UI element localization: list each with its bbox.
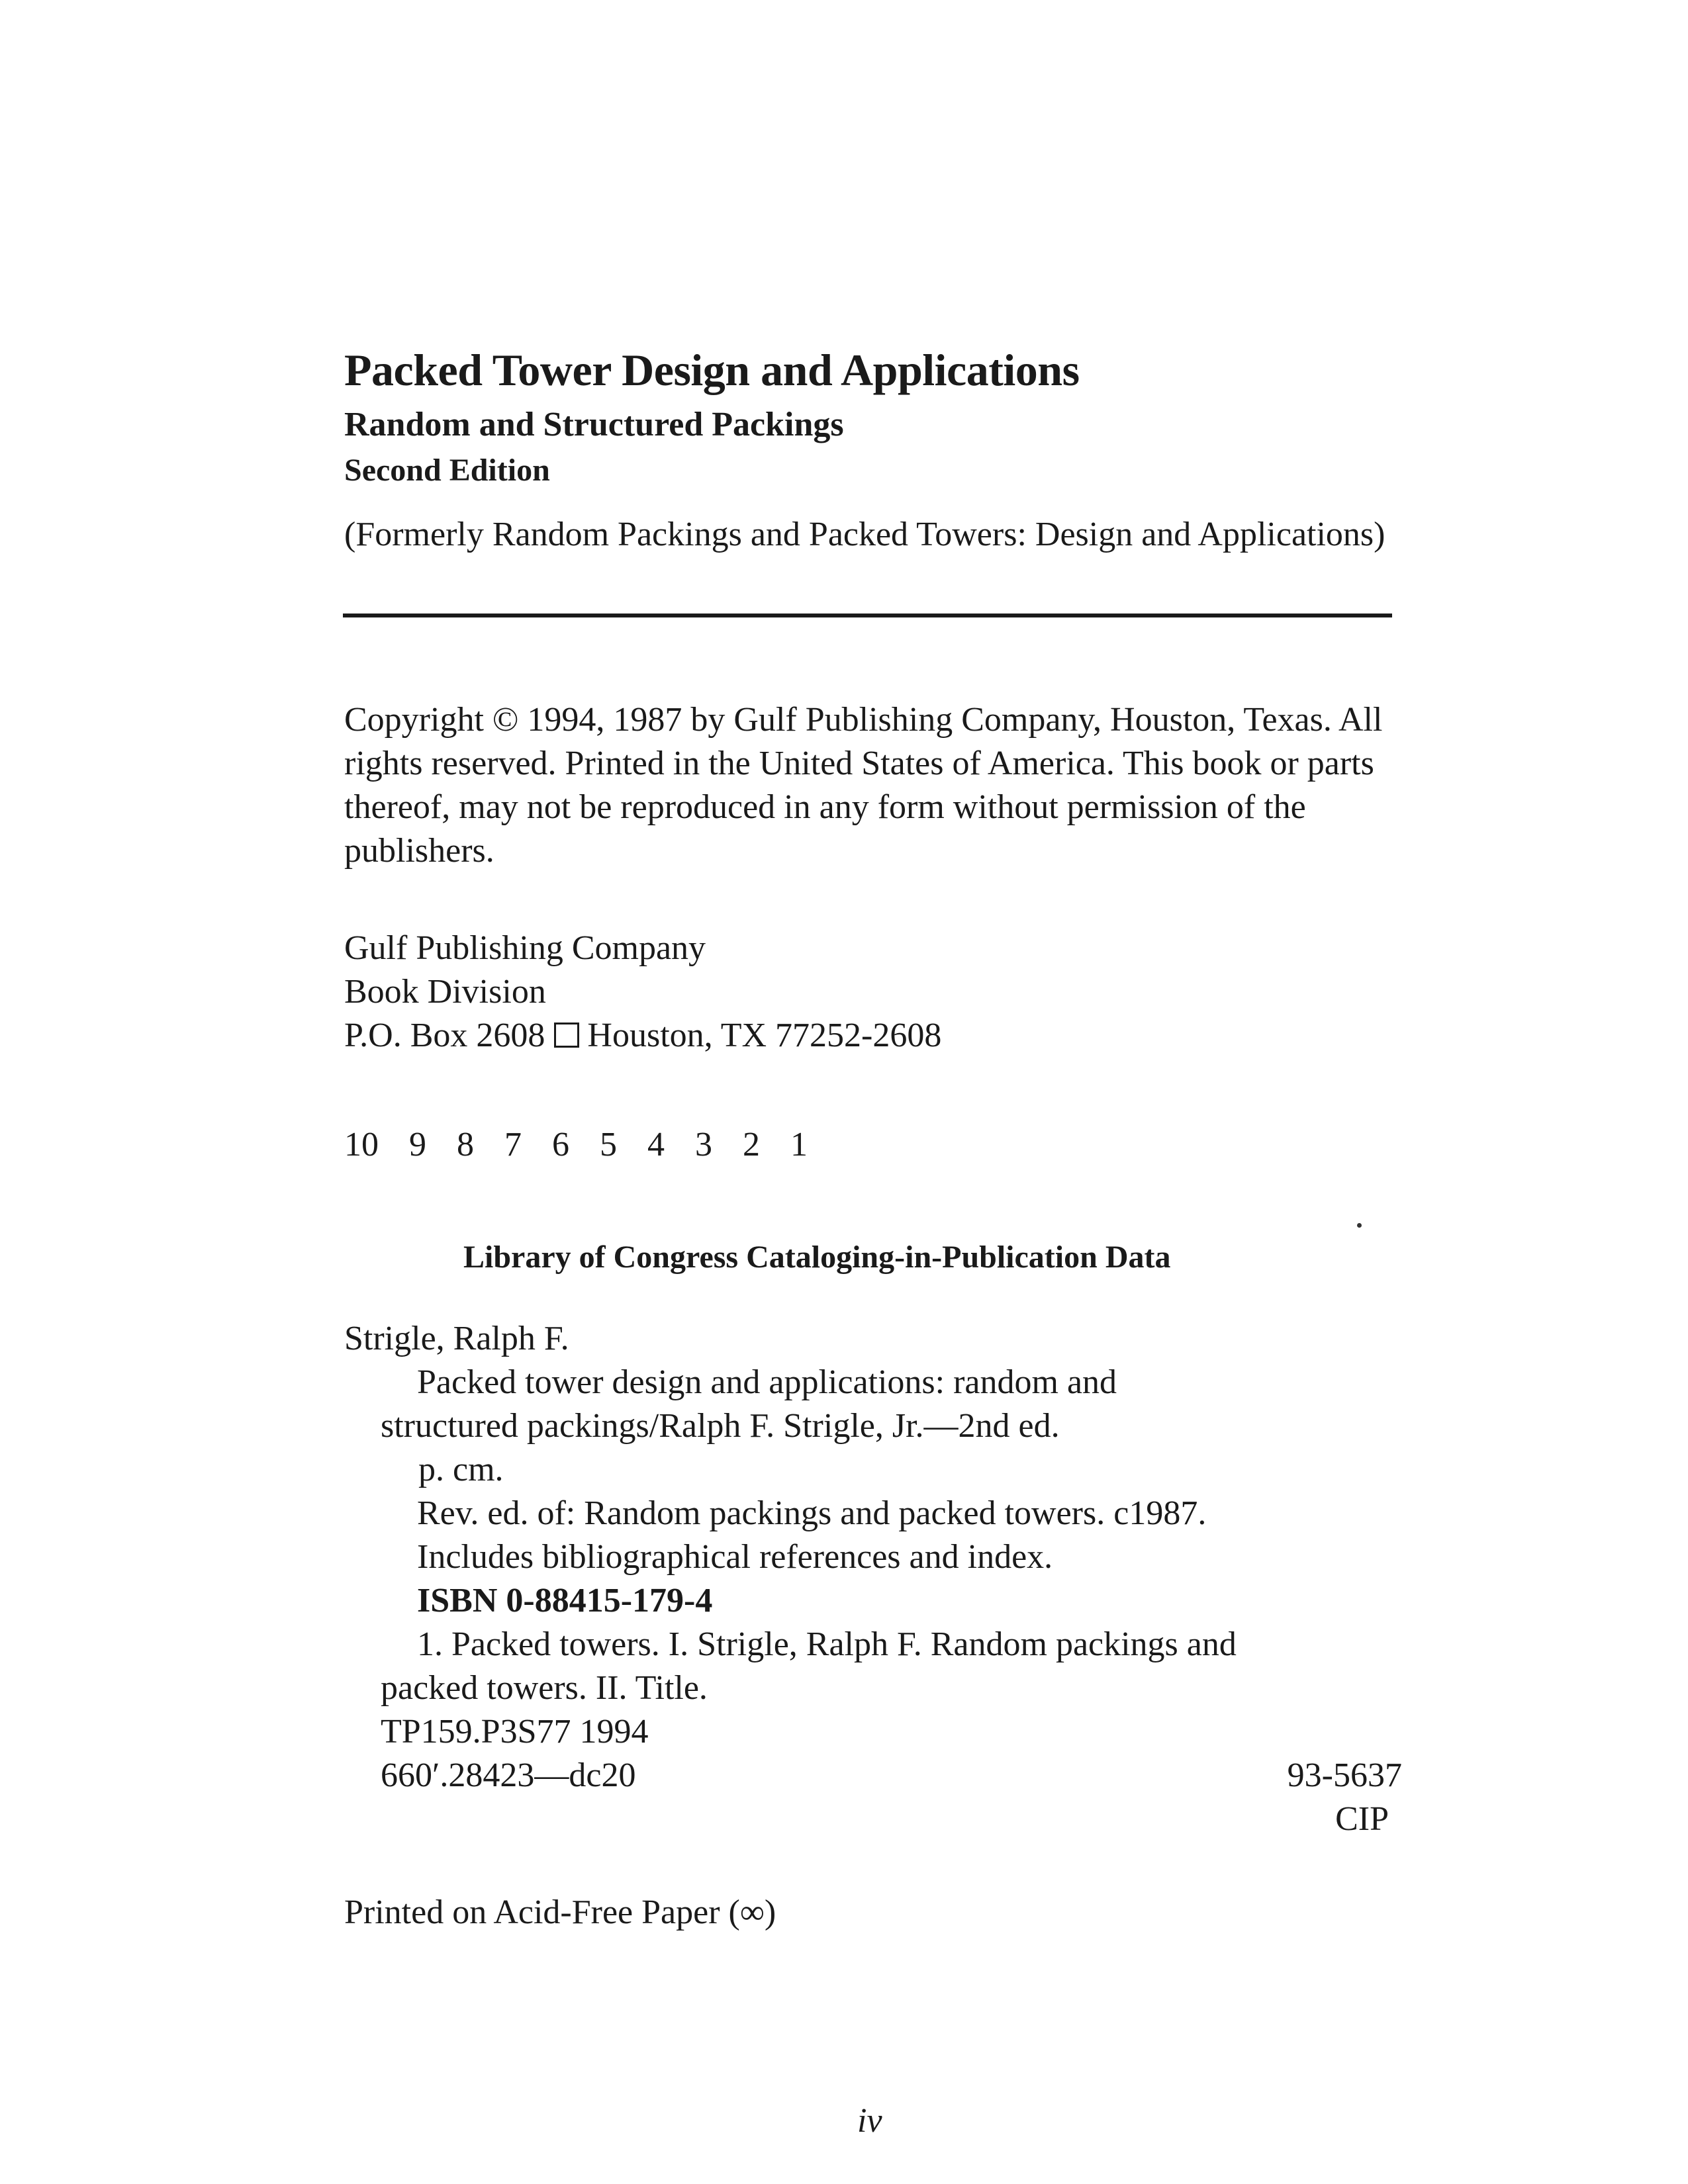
publisher-po-box: P.O. Box 2608	[344, 1017, 545, 1054]
printing-number: 4	[647, 1126, 665, 1163]
cip-author: Strigle, Ralph F.	[344, 1320, 569, 1357]
printing-number: 2	[743, 1126, 760, 1163]
printing-number: 1	[790, 1126, 808, 1163]
cip-title-line: Packed tower design and applications: random and	[417, 1363, 1117, 1401]
publisher-city: Houston, TX 77252-2608	[587, 1017, 942, 1054]
horizontal-rule	[343, 614, 1392, 617]
cip-dewey-row	[344, 1754, 1430, 1797]
cip-label: CIP	[1335, 1800, 1389, 1838]
printing-number: 6	[552, 1126, 569, 1163]
cip-record	[344, 1317, 1430, 1841]
publisher-address	[344, 927, 941, 1058]
book-subtitle: Random and Structured Packings	[344, 406, 844, 443]
edition-label: Second Edition	[344, 453, 550, 488]
printing-number: 3	[695, 1126, 712, 1163]
cip-heading: Library of Congress Cataloging-in-Publication Data	[463, 1240, 1171, 1275]
cip-subjects-line: packed towers. II. Title.	[381, 1669, 708, 1707]
cip-lc-class: TP159.P3S77 1994	[381, 1713, 649, 1751]
former-title-note: (Formerly Random Packings and Packed Towers: Design and Applications)	[344, 516, 1385, 553]
printing-number: 9	[409, 1126, 426, 1163]
printing-number: 5	[600, 1126, 617, 1163]
publisher-name: Gulf Publishing Company	[344, 929, 706, 967]
cip-rev-ed: Rev. ed. of: Random packings and packed towers. c1987.	[417, 1494, 1207, 1532]
cip-includes: Includes bibliographical references and index.	[417, 1538, 1053, 1576]
cip-subjects-line: 1. Packed towers. I. Strigle, Ralph F. Random packings and	[417, 1625, 1237, 1663]
page-number: iv	[857, 2102, 882, 2140]
printing-number: 7	[504, 1126, 522, 1163]
square-bullet-icon	[554, 1023, 579, 1048]
cip-lccn: 93-5637	[1287, 1756, 1402, 1794]
book-title: Packed Tower Design and Applications	[344, 345, 1080, 395]
publisher-division: Book Division	[344, 973, 546, 1011]
cip-dewey: 660′.28423—dc20	[381, 1756, 636, 1794]
print-speck	[1357, 1223, 1362, 1228]
cip-physical: p. cm.	[418, 1451, 504, 1488]
acid-free-note: Printed on Acid-Free Paper (∞)	[344, 1893, 776, 1931]
cip-label-row	[344, 1797, 1430, 1841]
copyright-notice: Copyright © 1994, 1987 by Gulf Publishing Company, Houston, Texas. All rights reserved. Printed in the United States of America. This book or parts thereof, may not be reproduced in any form without permission of the publishers.	[344, 701, 1383, 870]
cip-title-line: structured packings/Ralph F. Strigle, Jr.—2nd ed.	[381, 1407, 1060, 1445]
publisher-mailing	[344, 1014, 941, 1058]
cip-isbn: ISBN 0-88415-179-4	[417, 1582, 713, 1619]
printing-line	[344, 1125, 838, 1164]
printing-number: 8	[457, 1126, 474, 1163]
printing-number: 10	[344, 1126, 379, 1163]
